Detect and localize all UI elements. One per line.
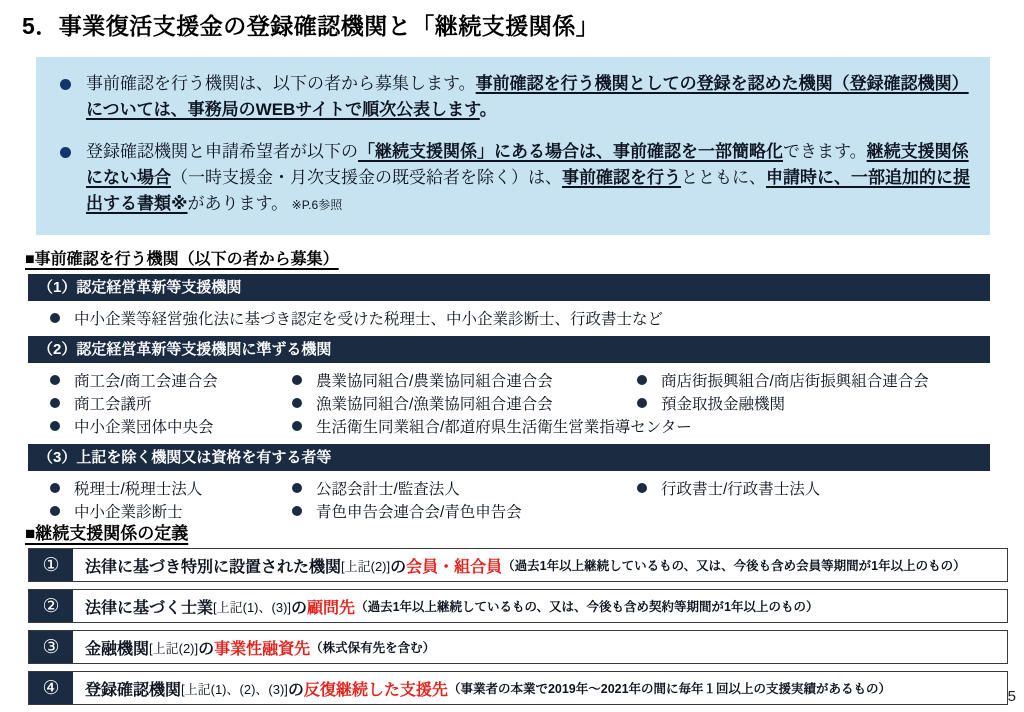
definition-text [73, 590, 826, 622]
definition-row-1 [28, 548, 1008, 582]
list-item-label: 商店街振興組合/商店街振興組合連合会 [661, 372, 929, 390]
text-run: 登録確認機関 [85, 681, 182, 699]
list-item [270, 391, 615, 414]
definition-rows [28, 548, 1008, 712]
page-number: 5 [1007, 688, 1016, 705]
text-run: （事業者の本業で2019年～2021年の間に毎年１回以上の支援実績があるもの） [447, 682, 892, 696]
bullet-icon [60, 147, 71, 158]
text-run: [上記(2)] [341, 558, 391, 574]
column [28, 306, 664, 329]
list-item-label: 中小企業等経営強化法に基づき認定を受けた税理士、中小企業診断士、行政書士など [74, 310, 664, 328]
text-run: 申請時に、一部追加的に提出する書類※ [86, 168, 970, 213]
list-item [615, 476, 990, 499]
page-title: 5．事業復活支援金の登録確認機関と「継続支援関係」 [22, 13, 600, 39]
text-run: 法律に基づく士業 [85, 599, 214, 617]
definitions-heading: ■継続支援関係の定義 [25, 524, 189, 543]
list-item [270, 414, 692, 437]
group-bar: （2）認定経営革新等支援機関に準ずる機関 [28, 336, 990, 363]
text-run: の [390, 558, 407, 576]
list-item [28, 414, 270, 437]
list-item [615, 391, 990, 414]
text-run: （株式保有先を含む） [310, 641, 436, 655]
list-item-label: 漁業協同組合/漁業協同組合連合会 [316, 395, 553, 413]
row-number-badge: ① [29, 549, 73, 581]
text-run: 。 [479, 100, 497, 119]
list-item-label: 税理士/税理士法人 [74, 480, 203, 498]
text-run: 顧問先 [307, 599, 356, 617]
text-run: 事前確認を行う機関としての登録を認めた機関（登録確認機関）については、事務局のWEBサイトで順次公表します [86, 74, 969, 119]
bullet-icon [292, 483, 302, 493]
list-item-label: 預金取扱金融機関 [661, 395, 786, 413]
bullet-icon [292, 506, 302, 516]
list-item-label: 農業協同組合/農業協同組合連合会 [316, 372, 553, 390]
list-item [28, 368, 270, 391]
text-run: できます。 [783, 142, 867, 161]
definition-row-3 [28, 630, 1008, 664]
list-item [270, 368, 615, 391]
row-number-badge: ② [29, 590, 73, 622]
definition-row-4 [28, 671, 1008, 705]
list-item [270, 476, 615, 499]
list-item-label: 生活衛生同業組合/都道府県生活衛生営業指導センター [316, 418, 692, 436]
bullet-icon [637, 483, 647, 493]
list-item-label: 中小企業診断士 [74, 503, 183, 521]
row-number-badge: ③ [29, 631, 73, 663]
list-item-label: 商工会議所 [74, 395, 152, 413]
intro-bullet-text [86, 71, 974, 123]
text-run: 「継続支援関係」にある場合は、事前確認を一部簡略化 [358, 142, 783, 161]
group-columns [28, 363, 990, 444]
bullet-icon [50, 313, 60, 323]
list-item-label: 行政書士/行政書士法人 [661, 480, 821, 498]
bullet-icon [50, 506, 60, 516]
text-run: の [198, 640, 215, 658]
text-run: 事前確認を行う機関は、以下の者から募集します。 [86, 74, 476, 93]
recruit-groups [28, 274, 990, 529]
text-run: とともに、 [681, 168, 766, 187]
list-item [615, 368, 990, 391]
intro-box [36, 57, 990, 235]
list-item-label: 公認会計士/監査法人 [316, 480, 460, 498]
definition-text [73, 549, 974, 581]
recruit-group-1 [28, 274, 990, 336]
bullet-icon [637, 398, 647, 408]
text-run: 法律に基づき特別に設置された機関 [85, 558, 342, 576]
column [28, 368, 270, 437]
list-item [28, 306, 664, 329]
bullet-icon [50, 375, 60, 385]
list-item-label: 商工会/商工会連合会 [74, 372, 218, 390]
text-run: （過去1年以上継続しているもの、又は、今後も含め契約等期間が1年以上のもの） [355, 600, 819, 614]
text-run: ※P.6参照 [279, 198, 343, 212]
column [270, 368, 692, 437]
intro-bullet-1 [58, 71, 974, 123]
group-columns [28, 301, 990, 336]
text-run: 登録確認機関と申請希望者が以下の [86, 142, 358, 161]
group-bar: （3）上記を除く機関又は資格を有する者等 [28, 444, 990, 471]
text-run: 会員・組合員 [406, 558, 503, 576]
bullet-icon [637, 375, 647, 385]
row-number-badge: ④ [29, 672, 73, 704]
recruit-group-2 [28, 336, 990, 444]
bullet-icon [292, 375, 302, 385]
bullet-icon [50, 421, 60, 431]
column [28, 476, 270, 522]
text-run: [上記(2)] [149, 640, 199, 656]
text-run: 金融機関 [85, 640, 150, 658]
bullet-icon [50, 483, 60, 493]
column [615, 476, 990, 499]
text-run: [上記(1)、(3)] [213, 599, 292, 615]
intro-bullet-2 [58, 139, 974, 218]
list-item-label: 中小企業団体中央会 [74, 418, 214, 436]
text-run: [上記(1)、(2)、(3)] [181, 681, 288, 697]
bullet-icon [60, 79, 71, 90]
text-run: 事業性融資先 [214, 640, 311, 658]
definition-text [73, 672, 899, 704]
text-run: （一時支援金・月次支援金の既受給者を除く）は、 [171, 168, 562, 187]
bullet-icon [292, 398, 302, 408]
recruit-group-3 [28, 444, 990, 529]
list-item [270, 499, 615, 522]
text-run: の [291, 599, 308, 617]
definition-row-2 [28, 589, 1008, 623]
list-item-label: 青色申告会連合会/青色申告会 [316, 503, 522, 521]
group-bar: （1）認定経営革新等支援機関 [28, 274, 990, 301]
text-run: 反復継続した支援先 [303, 681, 448, 699]
column [270, 476, 615, 522]
text-run: （過去1年以上継続しているもの、又は、今後も含め会員等期間が1年以上のもの） [502, 559, 966, 573]
text-run: 事前確認を行う [562, 168, 681, 187]
text-run: 継続支援関係にない場合 [86, 142, 969, 187]
list-item [28, 391, 270, 414]
column [615, 368, 990, 414]
intro-bullet-text [86, 139, 974, 218]
definition-text [73, 631, 443, 663]
text-run: があります。 [187, 194, 280, 213]
list-item [28, 476, 270, 499]
bullet-icon [50, 398, 60, 408]
recruit-heading: ■事前確認を行う機関（以下の者から募集） [25, 251, 339, 268]
text-run: の [287, 681, 304, 699]
bullet-icon [292, 421, 302, 431]
